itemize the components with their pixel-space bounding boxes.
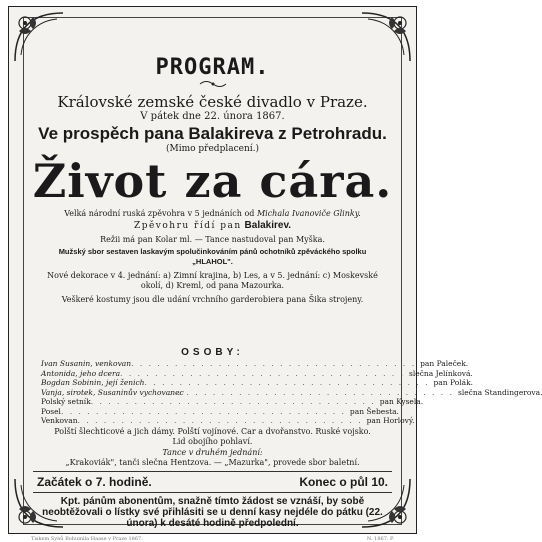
cast-role: Bogdan Sobinin, její ženich xyxy=(41,378,145,387)
credits-line: Režii má pan Kolar ml. — Tance nastudoval pan Myška. xyxy=(100,235,325,244)
subtitle-line xyxy=(31,209,394,219)
abonent-notice: Kpt. pánům abonentům, snažně tímto žádost se vznáší, by sobě neobtěžovali o lístky své přihlásiti se u denní kasy nejdéle do pátku (22. února) k desáté hodině předpolední. xyxy=(42,496,383,529)
cast-role: Ivan Susanin, venkovan xyxy=(41,359,132,368)
costumes-note: Veškeré kostumy jsou dle udání vrchního garderobiera pana Šika strojeny. xyxy=(61,295,364,304)
cast-role: Venkovan xyxy=(41,416,78,425)
theatre-name: Královské zemské české divadlo v Praze. xyxy=(57,93,368,111)
cast-actor: pan Polák. xyxy=(433,378,474,387)
benefit-line: Ve prospěch pana Balakireva z Petrohradu. xyxy=(38,124,387,143)
leader-dots: . . . . . . . . . . . . . . . . . . . . . . . . . . . . . . . . . xyxy=(90,397,376,406)
cast-actor: pan Kysela. xyxy=(379,397,424,406)
decorations-note: Nové dekorace v 4. jednání: a) Zimní krajina, b) Les, a v 5. jednání: c) Moskevské okolí, d) Kreml, od pana Mazourka. xyxy=(47,271,378,290)
print-code: N. 1867. P. xyxy=(366,536,394,542)
program-heading: PROGRAM. xyxy=(155,55,270,80)
cast-row xyxy=(41,416,415,426)
cast-row xyxy=(41,378,474,388)
performance-date: V pátek dne 22. února 1867. xyxy=(140,111,285,122)
leader-dots: . . . . . . . . . . . . . . . . . . . . . . . . . . . . . . . . . xyxy=(60,406,346,416)
poster-sheet xyxy=(8,6,542,542)
end-time: Konec o půl 10. xyxy=(299,475,388,489)
conductor-name: Balakirev. xyxy=(244,220,292,231)
cast-row xyxy=(41,387,542,398)
cast-role: Polský setník xyxy=(41,397,91,406)
leader-dots: . . . . . . . . . . . . . . . . . . . . . . . . . . . . . . . . . xyxy=(131,359,417,368)
cast-actor: slečna Standingerova. xyxy=(457,387,542,397)
cast-row xyxy=(41,368,473,379)
leader-dots: . . . . . . . . . . . . . . . . . . . . . . . . . . . . . . . . . xyxy=(120,368,406,378)
time-row xyxy=(37,475,388,489)
divider xyxy=(33,492,392,493)
dances-line: „Krakoviák", tanči slečna Hentzova. — „Mazurka", provede sbor baletní. xyxy=(65,458,360,467)
leader-dots: . . . . . . . . . . . . . . . . . . . . . . . . . . . . . . . . . xyxy=(144,378,430,387)
cast-row xyxy=(41,359,469,369)
cast-actor: pan Šebesta. xyxy=(349,406,399,416)
cast-extras-2: Lid obojího pohlaví. xyxy=(172,437,253,446)
opera-title: Život za cára. xyxy=(32,154,393,208)
cast-list xyxy=(41,359,542,426)
cast-actor: pan Paleček. xyxy=(420,359,469,368)
subscription-note: (Mimo předplacení.) xyxy=(166,144,259,154)
printer-footer xyxy=(31,536,394,542)
cast-heading: OSOBY: xyxy=(181,347,244,358)
cast-extras: Polští šlechticové a jich dámy. Polští vojínové. Car a dvořanstvo. Ruské vojsko. xyxy=(54,427,371,436)
cast-actor: slečna Jelínková. xyxy=(409,368,473,378)
leader-dots: . . . . . . . . . . . . . . . . . . . . . . . . . . . . . . . . . xyxy=(77,416,363,425)
cast-row xyxy=(41,406,399,417)
cast-actor: pan Horlový. xyxy=(366,416,415,425)
leader-dots: . . . . . . . . . . . . . . . . . . . . . . . . . . . . . . . . . xyxy=(169,387,454,397)
conductor-line xyxy=(31,221,394,231)
subtitle-text: Velká národní ruská zpěvohra v 5 jednáních od xyxy=(64,209,257,218)
conductor-label: Zpěvohru řídí pan xyxy=(133,221,242,231)
composer-name: Michala Ivanoviče Glinky. xyxy=(256,209,361,218)
start-time: Začátek o 7. hodině. xyxy=(37,475,152,489)
cast-row xyxy=(41,397,424,407)
cast-role: Vanja, sirotek, Susaninův vychovanec xyxy=(41,387,184,397)
choir-note: Mužský sbor sestaven laskavým spolučinkováním pánů ochotníků zpěváckého spolku „HLAHOL". xyxy=(58,247,367,266)
cast-role: Antonida, jeho dcera xyxy=(41,368,121,378)
flourish-icon xyxy=(31,80,394,91)
printer-line: Tiskem Synů Bohumila Haase v Praze 1867. xyxy=(31,536,143,542)
cast-role: Posel xyxy=(41,406,61,416)
dances-label: Tance v druhém jednání: xyxy=(162,448,263,457)
divider xyxy=(33,471,392,472)
